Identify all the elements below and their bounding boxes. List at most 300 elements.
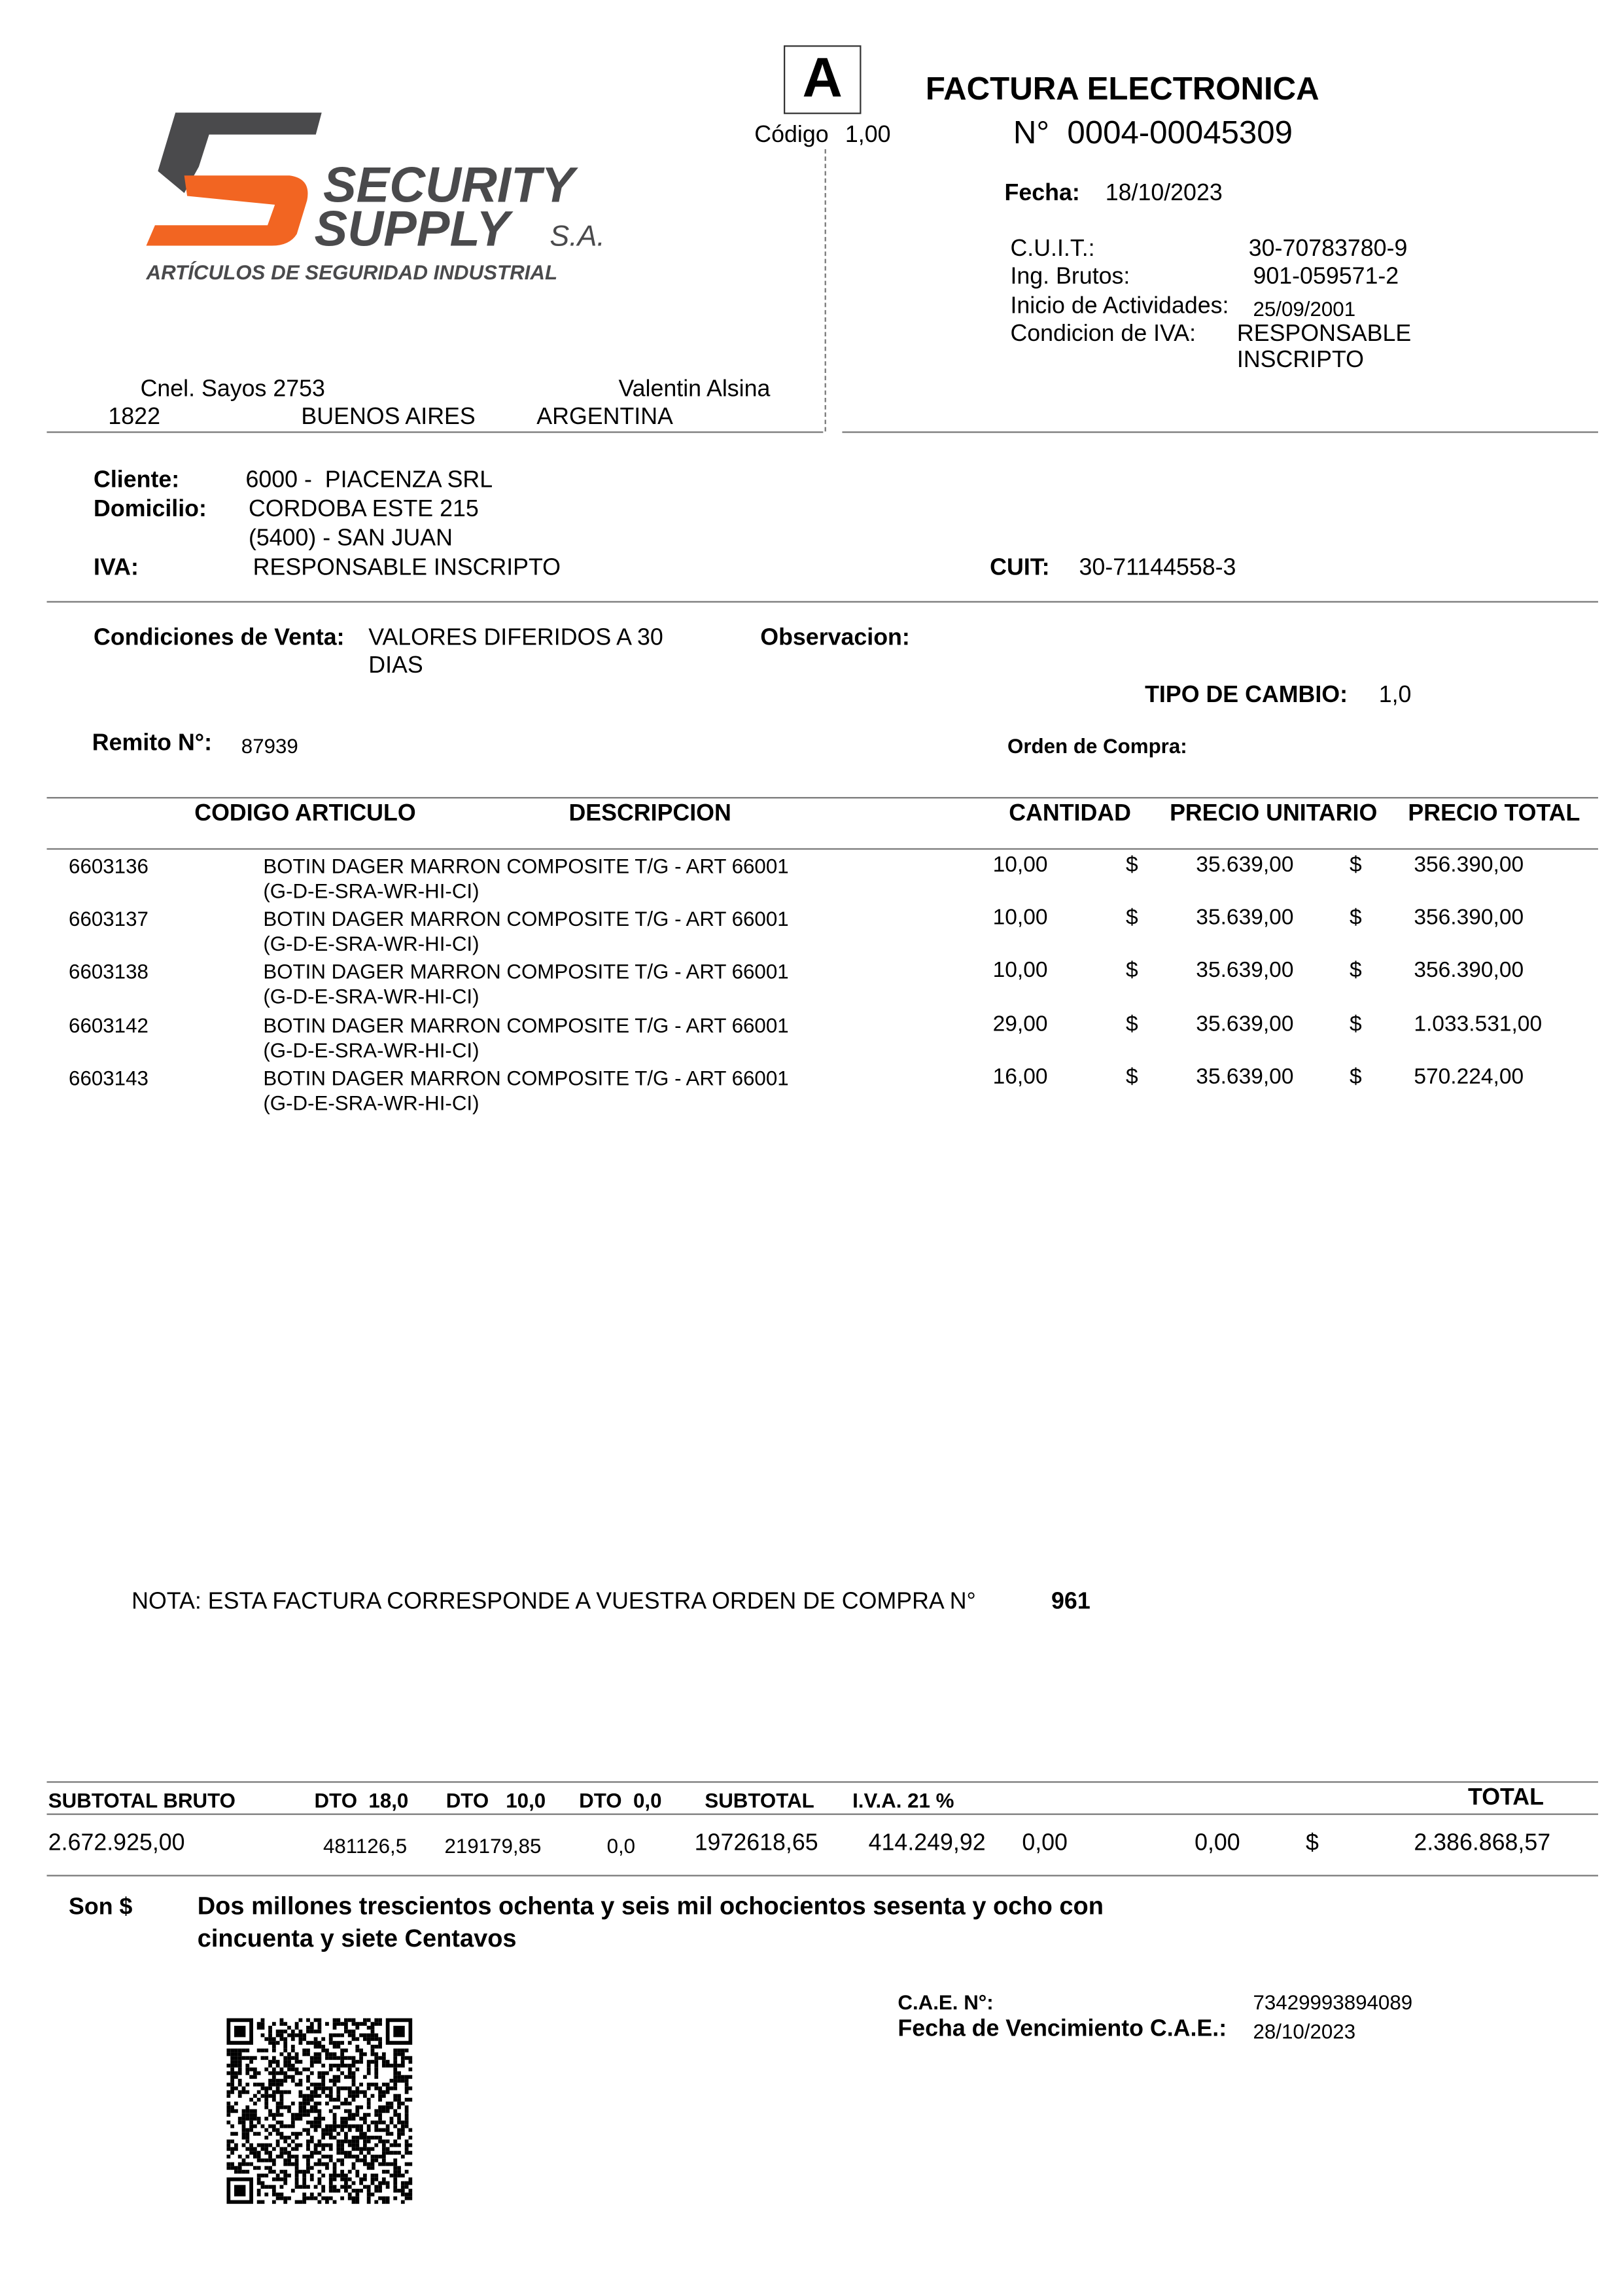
qr-module	[329, 2181, 333, 2185]
qr-module	[393, 2166, 397, 2170]
item-unit-price: 35.639,00	[1196, 1065, 1294, 1090]
qr-module	[230, 2163, 234, 2166]
qr-module	[230, 2064, 234, 2068]
qr-module	[355, 2049, 359, 2053]
qr-module	[280, 2136, 284, 2140]
iva-cond-value-2: INSCRIPTO	[1236, 347, 1364, 373]
qr-module	[382, 2147, 386, 2151]
qr-module	[363, 2075, 367, 2079]
qr-module	[299, 2083, 303, 2087]
qr-module	[253, 2132, 257, 2136]
qr-module	[393, 2079, 397, 2083]
qr-module	[272, 2193, 276, 2197]
qr-module	[352, 2155, 356, 2159]
qr-module	[306, 2170, 310, 2174]
qr-module	[378, 2185, 382, 2189]
qr-module	[295, 2053, 299, 2057]
qr-module	[249, 2151, 253, 2155]
qr-module	[276, 2140, 280, 2144]
qr-module	[268, 2166, 272, 2170]
qr-module	[276, 2155, 280, 2159]
qr-module	[230, 2087, 234, 2091]
qr-module	[272, 2159, 276, 2163]
totals-bottom-line	[47, 1875, 1598, 1876]
qr-module	[257, 2121, 261, 2125]
qr-module	[325, 2094, 329, 2098]
date-value: 18/10/2023	[1105, 181, 1223, 207]
qr-module	[257, 2072, 261, 2075]
qr-module	[264, 2166, 268, 2170]
qr-module	[329, 2147, 333, 2151]
qr-module	[287, 2197, 291, 2200]
qr-module	[355, 2200, 359, 2204]
qr-module	[352, 2117, 356, 2121]
qr-module	[329, 2041, 333, 2045]
qr-module	[374, 2087, 378, 2091]
qr-module	[310, 2072, 314, 2075]
qr-module	[393, 2109, 397, 2113]
qr-module	[393, 2075, 397, 2079]
qr-module	[230, 2166, 234, 2170]
qr-module	[401, 2060, 405, 2064]
qr-module	[355, 2106, 359, 2110]
qr-module	[276, 2072, 280, 2075]
grand-total: 2.386.868,57	[1414, 1831, 1551, 1856]
qr-module	[230, 2132, 234, 2136]
qr-module	[409, 2163, 413, 2166]
qr-module	[329, 2128, 333, 2132]
qr-module	[299, 2132, 303, 2136]
qr-module	[352, 2083, 356, 2087]
qr-module	[367, 2193, 371, 2197]
qr-module	[409, 2189, 413, 2193]
qr-module	[272, 2045, 276, 2049]
qr-module	[321, 2087, 325, 2091]
qr-module	[409, 2060, 413, 2064]
qr-module	[264, 2144, 268, 2147]
observation-label: Observacion:	[760, 626, 910, 651]
qr-module	[299, 2060, 303, 2064]
qr-module	[295, 2144, 299, 2147]
qr-module	[374, 2045, 378, 2049]
qr-module	[295, 2022, 299, 2026]
qr-module	[302, 2155, 306, 2159]
company-country: ARGENTINA	[536, 405, 673, 431]
qr-module	[253, 2102, 257, 2106]
qr-module	[317, 2170, 321, 2174]
qr-module	[378, 2037, 382, 2041]
qr-module	[344, 2064, 348, 2068]
qr-module	[310, 2060, 314, 2064]
qr-module	[314, 2117, 318, 2121]
qr-module	[321, 2083, 325, 2087]
qr-module	[378, 2109, 382, 2113]
qr-module	[230, 2147, 234, 2151]
qr-module	[230, 2053, 234, 2057]
qr-module	[230, 2079, 234, 2083]
qr-module	[393, 2163, 397, 2166]
unit-currency: $	[1126, 905, 1138, 930]
qr-module	[253, 2155, 257, 2159]
qr-module	[367, 2087, 371, 2091]
qr-module	[287, 2163, 291, 2166]
qr-module	[238, 2072, 242, 2075]
qr-module	[333, 2034, 337, 2038]
qr-module	[234, 2109, 238, 2113]
qr-module	[363, 2132, 367, 2136]
item-description: BOTIN DAGER MARRON COMPOSITE T/G - ART 66001	[263, 959, 789, 983]
qr-module	[325, 2049, 329, 2053]
qr-module	[363, 2163, 367, 2166]
qr-module	[336, 2159, 340, 2163]
qr-module	[226, 2140, 230, 2144]
qr-module	[291, 2056, 295, 2060]
qr-module	[344, 2026, 348, 2030]
item-description: BOTIN DAGER MARRON COMPOSITE T/G - ART 66001	[263, 906, 789, 930]
qr-module	[299, 2072, 303, 2075]
qr-module	[397, 2170, 401, 2174]
qr-module	[371, 2136, 375, 2140]
qr-module	[261, 2185, 265, 2189]
qr-module	[401, 2174, 405, 2178]
qr-module	[261, 2144, 265, 2147]
qr-module	[268, 2144, 272, 2147]
qr-module	[295, 2083, 299, 2087]
qr-module	[367, 2147, 371, 2151]
qr-module	[390, 2132, 394, 2136]
qr-module	[238, 2053, 242, 2057]
qr-module	[333, 2189, 337, 2193]
qr-module	[325, 2163, 329, 2166]
qr-module	[310, 2109, 314, 2113]
qr-module	[245, 2072, 249, 2075]
iibb-value: 901-059571-2	[1253, 264, 1399, 290]
qr-module	[393, 2189, 397, 2193]
qr-module	[310, 2178, 314, 2181]
qr-module	[238, 2094, 242, 2098]
qr-module	[336, 2091, 340, 2094]
qr-module	[321, 2075, 325, 2079]
qr-module	[336, 2098, 340, 2102]
qr-module	[405, 2087, 409, 2091]
qr-module	[363, 2117, 367, 2121]
qr-module	[299, 2041, 303, 2045]
qr-module	[340, 2022, 344, 2026]
qr-module	[234, 2102, 238, 2106]
qr-module	[261, 2022, 265, 2026]
qr-module	[261, 2034, 265, 2038]
qr-module	[325, 2102, 329, 2106]
qr-module	[359, 2181, 363, 2185]
qr-module	[371, 2178, 375, 2181]
qr-module	[333, 2200, 337, 2204]
qr-module	[230, 2056, 234, 2060]
qr-module	[359, 2147, 363, 2151]
qr-module	[344, 2189, 348, 2193]
qr-module	[378, 2018, 382, 2022]
qr-module	[226, 2113, 230, 2117]
qr-module	[333, 2056, 337, 2060]
qr-module	[295, 2113, 299, 2117]
qr-module	[336, 2075, 340, 2079]
qr-module	[230, 2109, 234, 2113]
qr-module	[405, 2049, 409, 2053]
qr-module	[355, 2144, 359, 2147]
qr-module	[390, 2064, 394, 2068]
qr-module	[374, 2037, 378, 2041]
qr-module	[268, 2087, 272, 2091]
qr-module	[317, 2200, 321, 2204]
qr-module	[230, 2151, 234, 2155]
qr-module	[287, 2056, 291, 2060]
qr-module	[344, 2174, 348, 2178]
qr-module	[302, 2200, 306, 2204]
qr-module	[344, 2136, 348, 2140]
qr-module	[382, 2151, 386, 2155]
qr-module	[382, 2178, 386, 2181]
qr-module	[317, 2030, 321, 2034]
qr-module	[310, 2151, 314, 2155]
qr-module	[234, 2170, 238, 2174]
qr-module	[352, 2030, 356, 2034]
qr-module	[378, 2155, 382, 2159]
qr-module	[226, 2094, 230, 2098]
qr-module	[314, 2128, 318, 2132]
qr-module	[397, 2117, 401, 2121]
total-dto-10: 219179,85	[444, 1833, 542, 1858]
qr-module	[371, 2181, 375, 2185]
divider	[47, 431, 824, 433]
qr-module	[257, 2200, 261, 2204]
qr-module	[401, 2125, 405, 2128]
qr-module	[272, 2068, 276, 2072]
qr-module	[393, 2178, 397, 2181]
qr-module	[234, 2087, 238, 2091]
qr-module	[253, 2113, 257, 2117]
qr-module	[374, 2109, 378, 2113]
qr-module	[226, 2102, 230, 2106]
qr-module	[367, 2060, 371, 2064]
qr-module	[295, 2163, 299, 2166]
qr-module	[325, 2155, 329, 2159]
qr-module	[352, 2197, 356, 2200]
qr-module	[253, 2068, 257, 2072]
qr-module	[371, 2037, 375, 2041]
qr-module	[280, 2193, 284, 2197]
qr-module	[363, 2174, 367, 2178]
qr-module	[249, 2144, 253, 2147]
qr-module	[371, 2034, 375, 2038]
qr-module	[317, 2056, 321, 2060]
qr-module	[382, 2159, 386, 2163]
item-description-line-2: (G-D-E-SRA-WR-HI-CI)	[263, 931, 480, 955]
qr-module	[405, 2197, 409, 2200]
exchange-value: 1,0	[1378, 682, 1412, 708]
qr-module	[333, 2041, 337, 2045]
qr-module	[245, 2170, 249, 2174]
qr-module	[382, 2155, 386, 2159]
qr-module	[329, 2174, 333, 2178]
totals-header-subtotal-bruto: SUBTOTAL BRUTO	[48, 1788, 236, 1812]
cuit-label: C.U.I.T.:	[1010, 237, 1095, 262]
qr-module	[306, 2159, 310, 2163]
qr-module	[371, 2045, 375, 2049]
qr-module	[272, 2060, 276, 2064]
qr-module	[257, 2026, 261, 2030]
qr-module	[310, 2026, 314, 2030]
qr-module	[405, 2181, 409, 2185]
qr-module	[276, 2121, 280, 2125]
qr-module	[299, 2117, 303, 2121]
qr-module	[272, 2098, 276, 2102]
qr-module	[295, 2056, 299, 2060]
qr-module	[386, 2181, 390, 2185]
qr-module	[261, 2094, 265, 2098]
qr-module	[397, 2098, 401, 2102]
qr-module	[333, 2117, 337, 2121]
qr-module	[378, 2106, 382, 2110]
qr-module	[230, 2140, 234, 2144]
qr-module	[386, 2109, 390, 2113]
qr-module	[321, 2037, 325, 2041]
qr-module	[238, 2117, 242, 2121]
qr-module	[299, 2034, 303, 2038]
qr-module	[348, 2018, 352, 2022]
qr-module	[393, 2068, 397, 2072]
amount-words-label: Son $	[69, 1895, 133, 1920]
qr-module	[390, 2144, 394, 2147]
qr-module	[355, 2128, 359, 2132]
qr-module	[314, 2163, 318, 2166]
qr-module	[401, 2155, 405, 2159]
qr-module	[230, 2075, 234, 2079]
qr-module	[272, 2147, 276, 2151]
qr-module	[378, 2056, 382, 2060]
qr-module	[329, 2034, 333, 2038]
qr-module	[306, 2128, 310, 2132]
qr-module	[344, 2087, 348, 2091]
qr-module	[348, 2155, 352, 2159]
qr-module	[329, 2068, 333, 2072]
qr-module	[276, 2060, 280, 2064]
qr-module	[340, 2087, 344, 2091]
qr-module	[336, 2045, 340, 2049]
qr-module	[340, 2041, 344, 2045]
qr-module	[352, 2098, 356, 2102]
company-logo	[143, 105, 626, 292]
qr-module	[397, 2113, 401, 2117]
qr-module	[317, 2159, 321, 2163]
qr-module	[272, 2128, 276, 2132]
qr-module	[291, 2037, 295, 2041]
qr-module	[348, 2102, 352, 2106]
qr-module	[348, 2197, 352, 2200]
qr-module	[317, 2151, 321, 2155]
qr-module	[378, 2121, 382, 2125]
qr-module	[264, 2136, 268, 2140]
qr-module	[242, 2170, 246, 2174]
qr-module	[329, 2056, 333, 2060]
qr-module	[257, 2083, 261, 2087]
qr-module	[314, 2185, 318, 2189]
qr-module	[299, 2106, 303, 2110]
qr-module	[382, 2083, 386, 2087]
qr-module	[245, 2117, 249, 2121]
qr-module	[359, 2022, 363, 2026]
qr-module	[355, 2091, 359, 2094]
qr-module	[234, 2049, 238, 2053]
qr-module	[393, 2125, 397, 2128]
qr-module	[340, 2197, 344, 2200]
qr-module	[264, 2185, 268, 2189]
invoice-title: FACTURA ELECTRONICA	[925, 70, 1319, 107]
qr-module	[280, 2197, 284, 2200]
qr-module	[336, 2106, 340, 2110]
qr-module	[249, 2147, 253, 2151]
qr-module	[280, 2147, 284, 2151]
qr-module	[287, 2106, 291, 2110]
qr-module	[291, 2064, 295, 2068]
qr-module	[245, 2106, 249, 2110]
qr-module	[302, 2068, 306, 2072]
code-value: 1,00	[845, 122, 891, 148]
qr-module	[310, 2193, 314, 2197]
qr-module	[378, 2163, 382, 2166]
qr-module	[302, 2049, 306, 2053]
qr-module	[355, 2068, 359, 2072]
qr-module	[390, 2151, 394, 2155]
qr-module	[268, 2094, 272, 2098]
qr-module	[230, 2125, 234, 2128]
qr-module	[367, 2018, 371, 2022]
item-total-price: 1.033.531,00	[1414, 1012, 1543, 1037]
totals-top-line	[47, 1781, 1598, 1782]
col-header-description: DESCRIPCION	[568, 801, 731, 826]
qr-module	[367, 2106, 371, 2110]
qr-module	[336, 2064, 340, 2068]
qr-module	[374, 2053, 378, 2057]
qr-module	[336, 2018, 340, 2022]
qr-module	[386, 2064, 390, 2068]
qr-module	[325, 2128, 329, 2132]
qr-module	[397, 2151, 401, 2155]
qr-module	[352, 2022, 356, 2026]
qr-module	[242, 2117, 246, 2121]
qr-module	[367, 2098, 371, 2102]
qr-module	[238, 2121, 242, 2125]
qr-module	[302, 2193, 306, 2197]
qr-module	[344, 2018, 348, 2022]
qr-module	[363, 2113, 367, 2117]
qr-module	[363, 2034, 367, 2038]
qr-module	[310, 2056, 314, 2060]
qr-module	[306, 2018, 310, 2022]
qr-module	[257, 2091, 261, 2094]
qr-module	[306, 2197, 310, 2200]
qr-module	[257, 2166, 261, 2170]
qr-module	[333, 2064, 337, 2068]
qr-module	[340, 2064, 344, 2068]
qr-module	[359, 2060, 363, 2064]
qr-module	[386, 2125, 390, 2128]
total-currency: $	[1349, 905, 1362, 930]
totals-header-dto-0: DTO 0,0	[579, 1788, 662, 1812]
qr-module	[355, 2113, 359, 2117]
qr-module	[310, 2121, 314, 2125]
qr-module	[299, 2018, 303, 2022]
qr-module	[245, 2136, 249, 2140]
qr-module	[333, 2075, 337, 2079]
